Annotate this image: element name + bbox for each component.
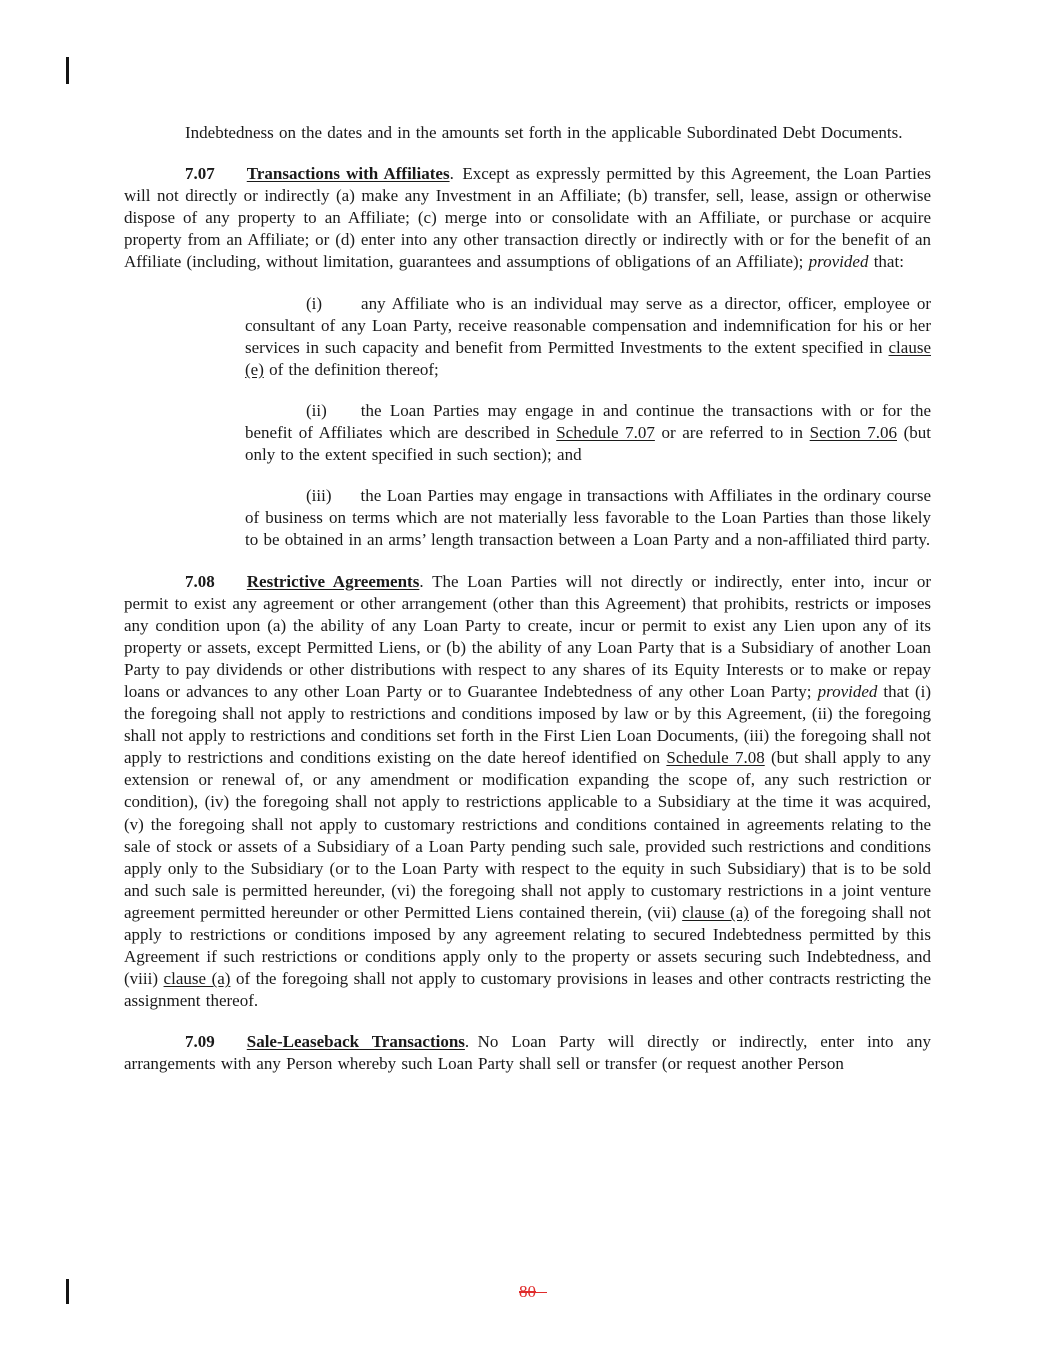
section-number: 7.09 — [185, 1032, 215, 1052]
cross-reference: clause (a) — [682, 902, 749, 922]
clause-ii — [245, 400, 931, 466]
section-7-09 — [124, 1031, 931, 1075]
clause-iii — [245, 485, 931, 551]
clause-i — [245, 293, 931, 381]
body-text: . No Loan Party will directly or indirectly, enter into any arrangements with any Person whereby such Loan Party shall sell or transfer (or request another Person — [124, 1032, 931, 1074]
body-text: (but shall apply to any extension or renewal of, or any amendment or modification expanding the scope of, any such restriction or condition), (iv) the foregoing shall not apply to restrictions applicable to a Subsidiary at the time it was acquired, (v) the foregoing shall not apply to customary restrictions and conditions contained in agreements relating to the sale of stock or assets of a Subsidiary of a Loan Party pending such sale, provided such restrictions and conditions apply only to the Subsidiary (or to the Loan Party with respect to the equity in such Subsidiary) that is to be sold and such sale is permitted hereunder, (vi) the foregoing shall not apply to customary restrictions in a joint venture agreement permitted hereunder or other Permitted Liens contained therein, (vii) — [124, 748, 931, 922]
body-text: or are referred to in — [654, 423, 810, 443]
body-text: . The Loan Parties will not directly or indirectly, enter into, incur or permit to exist any agreement or other arrangement (other than this Agreement) that prohibits, restricts or imposes any condition upon (a) the ability of any Loan Party to create, incur or permit to exist any Lien upon any of its property or assets, except Permitted Liens, or (b) the ability of any Loan Party that is a Subsidiary of another Loan Party to pay dividends or other distributions with respect to any shares of its Equity Interests or to make or repay loans or advances to any other Loan Party or to Guarantee Indebtedness of any other Loan Party; — [124, 571, 932, 701]
change-bar-top — [66, 57, 69, 84]
cross-reference: clause (e) — [245, 337, 931, 379]
italic-term: provided — [817, 681, 878, 701]
body-text: of the foregoing shall not apply to customary provisions in leases and other contracts restricting the assignment thereof. — [124, 969, 931, 1011]
page-number: 80 — [519, 1282, 536, 1301]
cross-reference: Schedule 7.08 — [666, 748, 765, 768]
change-bar-bottom — [66, 1279, 69, 1304]
cross-reference: Section 7.06 — [809, 423, 897, 443]
section-7-08 — [124, 571, 931, 1013]
body-text: the Loan Parties may engage in transactions with Affiliates in the ordinary course of business on terms which are not materially less favorable to the Loan Parties than those likely to be obtained in an arms’ length transaction between a Loan Party and a non-affiliated third party. — [245, 486, 931, 550]
body-text: the Loan Parties may engage in and continue the transactions with or for the benefit of Affiliates which are described in — [245, 400, 931, 443]
clause-number: (i) — [306, 293, 323, 313]
italic-term: provided — [808, 252, 869, 272]
section-heading: Transactions with Affiliates — [246, 164, 450, 184]
body-text: any Affiliate who is an individual may serve as a director, officer, employee or consultant of any Loan Party, receive reasonable compensation and indemnification for his or her services in such capacity and benefit from Permitted Investments to the extent specified in — [245, 293, 931, 357]
body-text: (but only to the extent specified in such section); and — [245, 423, 931, 465]
section-heading: Sale-Leaseback Transactions — [246, 1032, 465, 1052]
section-number: 7.07 — [185, 164, 215, 184]
body-text: Indebtedness on the dates and in the amounts set forth in the applicable Subordinated Debt Documents. — [185, 123, 903, 142]
body-text: of the definition thereof; — [263, 359, 439, 379]
body-text: . Except as expressly permitted by this Agreement, the Loan Parties will not directly or indirectly (a) make any Investment in an Affiliate; (b) transfer, sell, lease, assign or otherwise dispose of any property to an Affiliate; (c) merge into or consolidate with an Affiliate, or purchase or acquire property from an Affiliate; or (d) enter into any other transaction directly or indirectly with or for the benefit of an Affiliate (including, without limitation, guarantees and assumptions of obligations of an Affiliate); — [124, 164, 931, 272]
paragraph-intro-continuation — [185, 122, 931, 144]
section-number: 7.08 — [185, 571, 215, 591]
clause-number: (iii) — [306, 486, 332, 506]
cross-reference: clause (a) — [163, 969, 231, 989]
clause-number: (ii) — [306, 400, 327, 420]
body-text: of the foregoing shall not apply to restrictions or conditions imposed by any agreement relating to secured Indebtedness permitted by this Agreement if such restrictions or conditions apply only to the property or assets securing such Indebtedness, and (viii) — [124, 902, 932, 989]
page-footer — [124, 1281, 931, 1303]
section-7-07 — [124, 163, 931, 273]
cross-reference: Schedule 7.07 — [556, 423, 655, 443]
body-text: that: — [868, 252, 904, 272]
section-heading: Restrictive Agreements — [246, 571, 420, 591]
body-text: that (i) the foregoing shall not apply to restrictions and conditions imposed by law or by this Agreement, (ii) the foregoing shall not apply to restrictions and conditions set forth in the First Lien Loan Documents, (iii) the foregoing shall not apply to restrictions and conditions existing on the date hereof identified on — [124, 681, 931, 768]
page-content — [124, 122, 931, 1076]
